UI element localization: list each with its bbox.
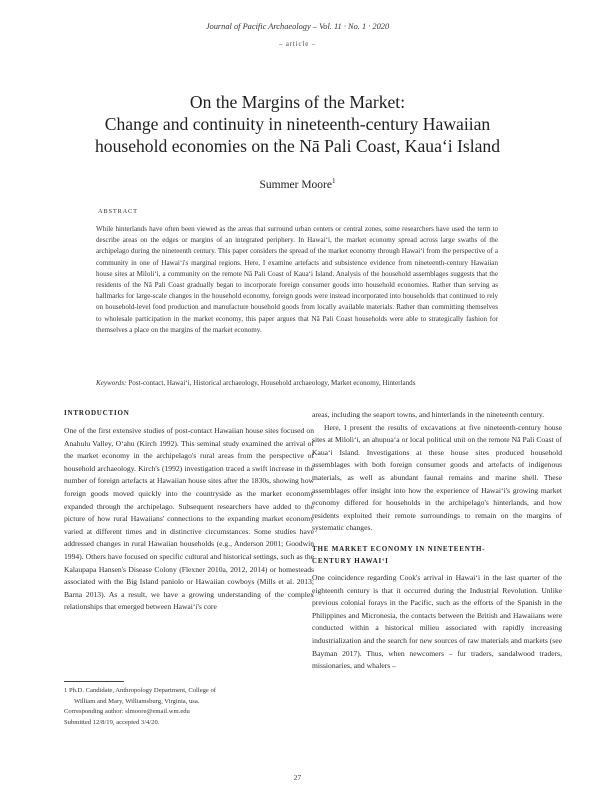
article-type-label: – article – — [278, 41, 317, 48]
title-line-1: On the Margins of the Market: — [189, 92, 406, 112]
footnote-rule — [64, 681, 124, 682]
market-heading-line-1: THE MARKET ECONOMY IN NINETEENTH- — [312, 544, 486, 553]
footnote — [64, 686, 314, 728]
footnote-line-1: 1 Ph.D. Candidate, Anthropology Department, College of — [64, 687, 216, 694]
page-number: 27 — [293, 773, 302, 782]
introduction-heading: INTRODUCTION — [64, 409, 130, 417]
left-column — [64, 407, 314, 614]
article-title — [40, 91, 555, 157]
journal-header: Journal of Pacific Archaeology – Vol. 11 · No. 1 · 2020 — [205, 22, 390, 31]
title-line-2: Change and continuity in nineteenth-century Hawaiian — [104, 114, 491, 134]
keywords-label: Keywords: — [96, 379, 127, 387]
footnote-corresponding: Corresponding author: slmoore@email.wm.edu — [64, 708, 190, 715]
intro-paragraph: One of the first extensive studies of post-contact Hawaiian house sites focused on Anahulu Valley, Oʻahu (Kirch 1992). This seminal study examined the arrival of the market economy in the archipelago's rural areas from the perspective of household archaeology. Kirch's (1992) investigation traced a swift increase in the number of foreign artefacts at Hawaiian house sites after the 1830s, showing how foreign goods moved quickly into the countryside as the market economy expanded through the archipelago. Subsequent researchers have added to the picture of how rural Hawaiians' connections to the expanding market economy varied at different times and in distinctive circumstances. Some studies have addressed changes in rural Hawaiian households (e.g., Anderson 2001; Goodwin 1994). Others have focused on specific cultural and historical settings, such as the Kalaupapa Hansen's Disease Colony (Flexner 2010a, 2012, 2014) or homesteads associated with the Big Island paniolo or Hawaiian cowboys (Mills et al. 2013; Barna 2013). As a result, we have a growing understanding of the complex relationships that emerged between Hawaiʻi's core — [64, 426, 314, 612]
abstract-text: While hinterlands have often been viewed as the areas that surround urban centers or central zones, some researchers have used the term to describe areas on the edges or margins of an integrated periphery. In Hawaiʻi, the market economy spread across large swaths of the archipelago during the nineteenth century. This paper considers the spread of the market economy through Hawaiʻi from the perspective of a community in one of Hawaiʻi's marginal regions. Here, I examine artefacts and subsistence evidence from nineteenth-century Hawaiian house sites at Miloliʻi, a community on the remote Nā Pali Coast of Kauaʻi Island. Analysis of the household assemblages suggests that the residents of the Nā Pali Coast gradually began to incorporate foreign consumer goods into household economies. Rather than serving as hallmarks for large-scale changes in the household economy, foreign goods were instead incorporated into households that continued to rely on household-level food production and manufacture household goods from locally available materials. Rather than committing themselves to wholesale participation in the market economy, this paper argues that Nā Pali Coast households were able to strategically fashion for themselves a place on the margins of the market economy. — [96, 225, 498, 334]
author-footnote-mark: 1 — [332, 177, 336, 185]
abstract-label: ABSTRACT — [98, 208, 138, 215]
footnote-submitted: Submitted 12/8/19, accepted 3/4/20. — [64, 718, 160, 726]
author-line — [0, 177, 595, 191]
intro-paragraph-continued: areas, including the seaport towns, and hinterlands in the nineteenth century. — [312, 410, 545, 419]
market-heading-line-2: CENTURY HAWAIʻI — [312, 556, 389, 565]
keywords-line — [96, 378, 516, 388]
right-column — [312, 409, 562, 673]
footnote-line-2: William and Mary, Williamsburg, Virginia, usa. — [74, 697, 200, 705]
author-name: Summer Moore — [259, 179, 332, 191]
excavation-paragraph: Here, I present the results of excavations at five nineteenth-century house sites at Miloliʻi, an ahupuaʻa or local political unit on the remote Nā Pali Coast of Kauaʻi Island. Investigations at these house sites produced household assemblages with both foreign consumer goods and artefacts of indigenous materials, as well as abundant faunal remains and marine shell. These assemblages offer insight into how the experience of Hawaiʻi's growing market economy differed for households in the archipelago's hinterlands, and how residents exploited their remote surroundings to remain on the margins of systematic changes. — [312, 422, 562, 533]
title-line-3: household economies on the Nā Pali Coast, Kauaʻi Island — [94, 136, 501, 156]
market-paragraph: One coincidence regarding Cook's arrival in Hawaiʻi in the last quarter of the eighteenth century is that it occurred during the Industrial Revolution. Unlike previous colonial forays in the Pacific, such as the efforts of the Spanish in the Philippines and Micronesia, the contacts between the British and Hawaiians were conducted within a historical milieu associated with rapidly increasing industrialization and the search for new sources of raw materials and markets (see Bayman 2017). Thus, when newcomers – fur traders, sandalwood traders, missionaries, and whalers – — [312, 572, 562, 671]
market-economy-heading — [312, 543, 562, 567]
keywords-text: Post-contact, Hawaiʻi, Historical archaeology, Household archaeology, Market economy, Hinterlands — [128, 379, 416, 387]
